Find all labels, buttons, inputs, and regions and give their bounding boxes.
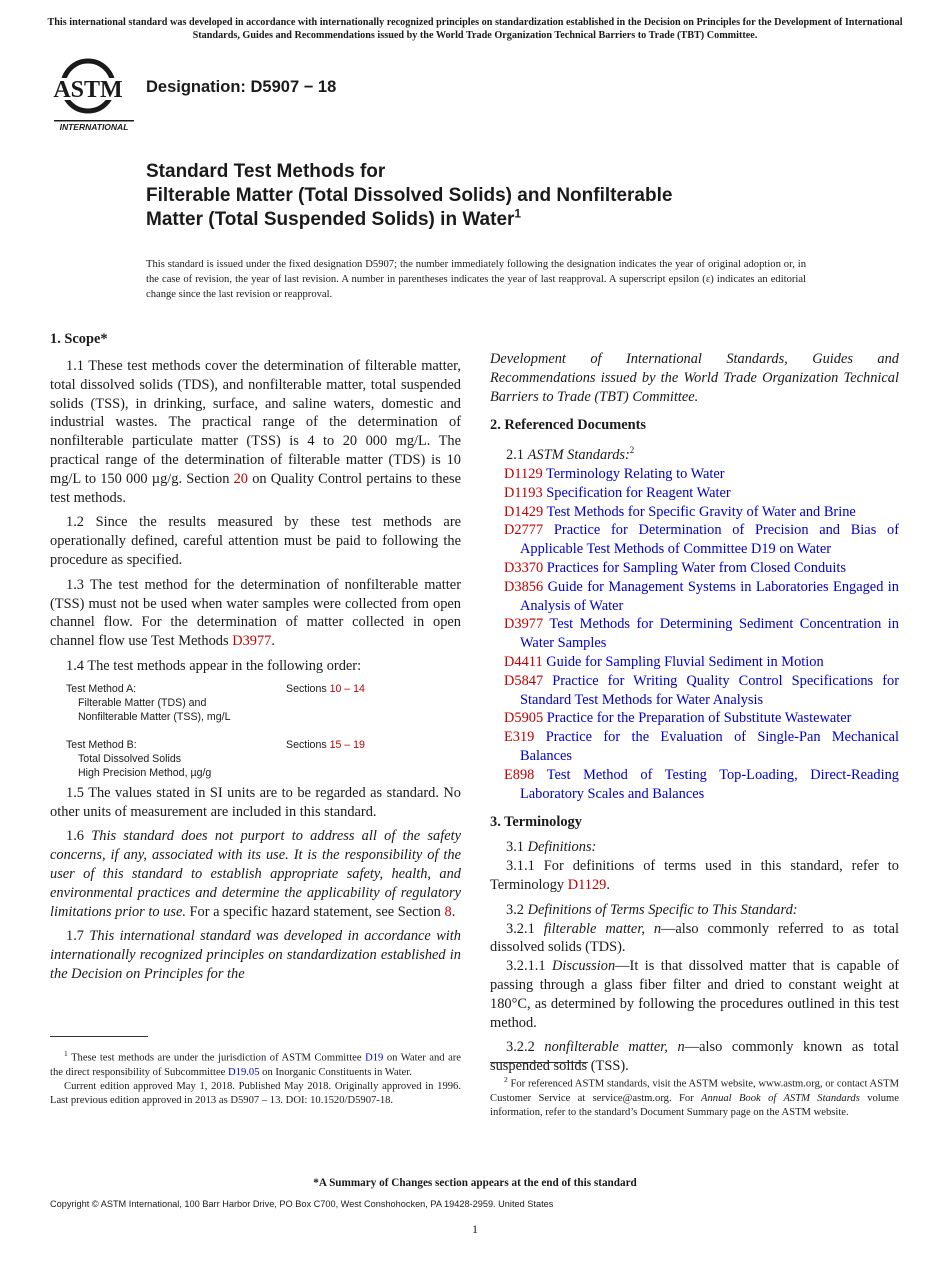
issue-note: This standard is issued under the fixed designation D5907; the number immediately following the designation indicates the year of original adoption or, in the case of revision, the year of last revision. A number in parentheses indicates the year of last reapproval. A superscript epsilon (ε) indicates an editorial change since the last revision or reapproval. xyxy=(146,259,806,300)
ref-item[interactable]: D5847 Practice for Writing Quality Control Specifications for Standard Test Methods for Water Analysis xyxy=(504,672,899,708)
astm-logo-icon xyxy=(52,56,134,134)
ref-item[interactable]: E898 Test Method of Testing Top-Loading, Direct-Reading Laboratory Scales and Balances xyxy=(504,766,899,802)
ref-item[interactable]: D1129 Terminology Relating to Water xyxy=(504,465,725,482)
link-section-8[interactable]: 8 xyxy=(444,903,452,920)
ref-item[interactable]: D2777 Practice for Determination of Precision and Bias of Applicable Test Methods of Committee D19 on Water xyxy=(504,522,899,558)
link-sections-10-14[interactable]: 10 – 14 xyxy=(329,682,365,695)
tm-a-sections: Sections 10 – 14 xyxy=(286,682,365,695)
tm-a-sub1: Filterable Matter (TDS) and xyxy=(78,696,207,709)
para-3-2: 3.2 Definitions of Terms Specific to This Standard: xyxy=(506,901,798,918)
section-2-heading: 2. Referenced Documents xyxy=(490,417,646,434)
left-footnotes xyxy=(50,1036,461,1108)
footnote-1-edition: Current edition approved May 1, 2018. Published May 2018. Originally approved in 1996. Last previous edition approved in 2013 as D5907 – 13. DOI: 10.1520/D5907-18. xyxy=(50,1080,461,1106)
para-1-7-continued: Development of International Standards, Guides and Recommendations issued by the World Trade Organization Technical Barriers to Trade (TBT) Committee. xyxy=(490,351,899,405)
footnote-rule-right xyxy=(490,1062,588,1063)
test-method-a xyxy=(50,682,461,726)
footnote-2: $^2$ For referenced ASTM standards, visit the ASTM website, www.astm.org, or contact ASTM Customer Service at service@astm.org. For Annual Book of ASTM Standards volume information, refer to the standard’s Document Summary page on the ASTM website. xyxy=(490,1075,899,1118)
ref-item[interactable]: D3856 Guide for Management Systems in Laboratories Engaged in Analysis of Water xyxy=(504,578,899,614)
ref-item[interactable]: D4411 Guide for Sampling Fluvial Sediment in Motion xyxy=(504,653,824,670)
para-1-4: 1.4 The test methods appear in the following order: xyxy=(66,657,362,674)
tm-b-label: Test Method B: xyxy=(66,738,137,751)
tm-a-label: Test Method A: xyxy=(66,682,137,695)
ref-item[interactable]: D5905 Practice for the Preparation of Substitute Wastewater xyxy=(504,710,852,727)
copyright: Copyright © ASTM International, 100 Barr Harbor Drive, PO Box C700, West Conshohocken, PA 19428-2959. United States xyxy=(50,1199,554,1209)
para-3-1-1: 3.1.1 For definitions of terms used in this standard, refer to Terminology D1129. xyxy=(490,858,899,893)
footnote-1: $^1$ These test methods are under the jurisdiction of ASTM Committee D19 on Water and are the direct responsibility of Subcommittee D19.05 on Inorganic Constituents in Water. xyxy=(50,1049,461,1078)
para-3-2-1-1: 3.2.1.1 Discussion—It is that dissolved matter that is capable of passing through a glass fiber filter and dried to constant weight at 180°C, as determined by following the procedures outlined in this test method. xyxy=(490,958,899,1031)
astm-logo xyxy=(52,56,134,134)
link-d19[interactable]: D19 xyxy=(365,1052,384,1064)
top-notice: This international standard was developed in accordance with internationally recognized principles on standardization established in the Decision on Principles for the Development of International Standards, Guides and Recommendations issued by the World Trade Organization Technical Barriers to Trade (TBT) Committee. xyxy=(47,17,903,41)
svg-text:ASTM: ASTM xyxy=(53,77,123,103)
para-1-3: 1.3 The test method for the determination of nonfilterable matter (TSS) must not be used when water samples were collected from open channel flow. For the determination of matter collected in open channel flow use Test Methods D3977. xyxy=(50,576,461,650)
test-method-b xyxy=(50,738,461,782)
title-line-2: Filterable Matter (Total Dissolved Solids) and Nonfilterable xyxy=(146,185,673,206)
link-d3977[interactable]: D3977 xyxy=(232,633,272,650)
title-line-1: Standard Test Methods for xyxy=(146,161,386,182)
para-3-2-1: 3.2.1 filterable matter, n—also commonly referred to as total dissolved solids (TDS). xyxy=(490,920,899,956)
title-footnote-mark[interactable]: 1 xyxy=(514,206,522,221)
para-3-2-2: 3.2.2 nonfilterable matter, n—also commonly known as total suspended solids (TSS). xyxy=(490,1039,899,1075)
para-1-1: 1.1 These test methods cover the determination of filterable matter, total dissolved solids (TDS), and nonfilterable matter, total suspended solids (TSS), in drinking, surface, and saline waters, domestic and industrial wastes. The practical range of the determination of nonfilterable particulate matter (TSS) is 4 to 20 000 mg/L. The practical range of the determination of filterable matter (TDS) is 10 mg/L to 150 000 µg/g. Section 20 on Quality Control pertains to these test methods. xyxy=(50,358,461,506)
ref-item[interactable]: D3370 Practices for Sampling Water from Closed Conduits xyxy=(504,559,846,576)
tm-a-sub2: Nonfilterable Matter (TSS), mg/L xyxy=(78,710,231,723)
summary-of-changes-note: *A Summary of Changes section appears at the end of this standard xyxy=(313,1177,637,1189)
right-column xyxy=(490,350,899,1076)
para-1-6: 1.6 This standard does not purport to address all of the safety concerns, if any, associated with its use. It is the responsibility of the user of this standard to establish appropriate safety, health, and environmental practices and determine the applicability of regulatory limitations prior to use. For a specific hazard statement, see Section 8. xyxy=(50,828,461,920)
para-2-1: 2.1 ASTM Standards:$^2$ xyxy=(506,445,635,464)
page-number: 1 xyxy=(472,1222,478,1236)
para-1-5: 1.5 The values stated in SI units are to be regarded as standard. No other units of measurement are included in this standard. xyxy=(50,784,461,820)
section-1-heading: 1. Scope* xyxy=(50,331,108,347)
link-d1129[interactable]: D1129 xyxy=(567,876,607,893)
reference-list xyxy=(490,465,899,803)
para-3-1: 3.1 Definitions: xyxy=(506,839,597,856)
tm-b-sub1: Total Dissolved Solids xyxy=(78,752,182,765)
left-column xyxy=(50,330,461,984)
document-title xyxy=(146,160,672,232)
tm-b-sections: Sections 15 – 19 xyxy=(286,738,365,751)
ref-item[interactable]: E319 Practice for the Evaluation of Single-Pan Mechanical Balances xyxy=(504,729,899,764)
title-line-3: Matter (Total Suspended Solids) in Water$^1$ xyxy=(146,206,522,230)
section-3-heading: 3. Terminology xyxy=(490,814,582,831)
link-d19-05[interactable]: D19.05 xyxy=(228,1066,260,1078)
link-sections-15-19[interactable]: 15 – 19 xyxy=(329,738,365,751)
ref-item[interactable]: D3977 Test Methods for Determining Sediment Concentration in Water Samples xyxy=(504,616,899,652)
tm-b-sub2: High Precision Method, µg/g xyxy=(78,766,212,779)
ref-item[interactable]: D1193 Specification for Reagent Water xyxy=(504,484,731,501)
footnote-rule-left xyxy=(50,1036,148,1037)
designation: Designation: D5907 − 18 xyxy=(146,78,337,96)
ref-item[interactable]: D1429 Test Methods for Specific Gravity of Water and Brine xyxy=(504,503,856,520)
link-section-20[interactable]: 20 xyxy=(233,470,248,487)
right-footnotes xyxy=(490,1062,899,1120)
svg-text:INTERNATIONAL: INTERNATIONAL xyxy=(59,122,129,132)
para-1-7: 1.7 This international standard was developed in accordance with internationally recognized principles on standardization established in the Decision on Principles for the xyxy=(50,928,461,982)
para-1-2: 1.2 Since the results measured by these test methods are operationally defined, careful attention must be paid to following the procedure as specified. xyxy=(50,514,461,568)
